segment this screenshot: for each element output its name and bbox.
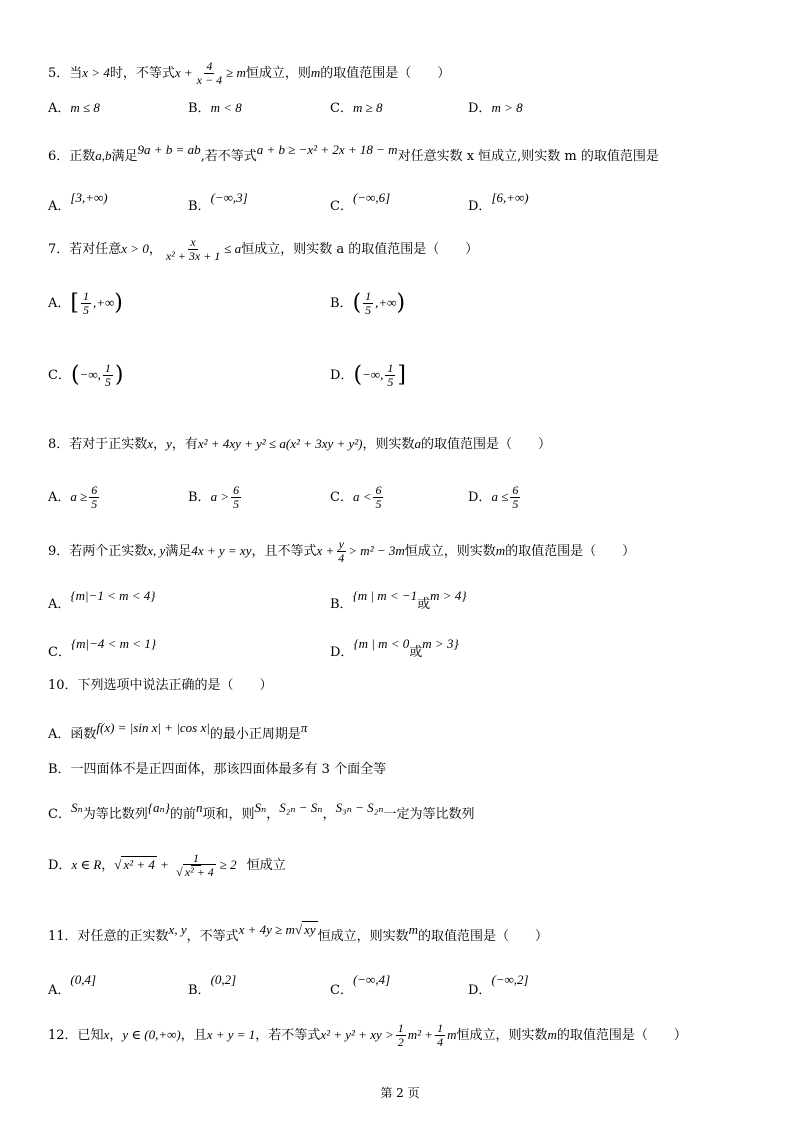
option-label: B． [330,597,353,612]
option-expr: m > 8 [491,100,523,115]
q12-m2: m² + [407,1027,434,1042]
option-label: A． [48,199,71,214]
option-pre: −∞, [79,367,101,382]
option-label: D． [330,645,354,660]
frac-den: 5 [387,375,394,389]
q11-tail2: 的取值范围是（ ） [418,929,549,944]
q9-option-c[interactable] [48,634,156,663]
q5-tail: 恒成立，则 [245,66,311,81]
option-expr: (0,4] [70,972,97,987]
q7-option-a[interactable] [48,290,123,317]
q5-fraction [195,60,224,87]
option-fraction [231,484,241,511]
q8-inequality: x² + 4xy + y² ≤ a(x² + 3xy + y²) [197,436,363,451]
frac-num: 6 [91,483,98,497]
q7-sep: ， [148,242,162,257]
q12-frac1 [396,1022,406,1049]
q8-number: 8．若对于正实数 [48,437,148,452]
q9-var: m [495,543,506,558]
q10-option-b[interactable]: B．一四面体不是正四面体，那该四面体最多有 3 个面全等 [48,762,387,777]
option-or: 或 [417,597,431,612]
q10-d-den-sqrt: x² + 4 [184,865,214,879]
frac-den: 5 [365,303,372,317]
option-fraction [373,484,383,511]
q10-c-text2: 的前 [169,807,196,822]
option-label: D． [468,101,492,116]
option-label: B． [188,101,211,116]
option-label: A． [48,597,71,612]
option-label: B． [330,296,353,311]
bracket-right: ) [114,362,124,388]
page-footer: 第 2 页 [380,1086,420,1100]
q8-sep: ， [153,437,167,452]
bracket-left: ( [70,362,80,388]
q8-text2: ，则实数 [362,437,415,452]
question-10-stem: 10．下列选项中说法正确的是（ ） [48,678,273,693]
option-label: C． [330,199,353,214]
frac-den: 5 [375,497,382,511]
option-label: B． [188,490,211,505]
q8-var-x: x [147,436,154,451]
option-fraction [89,484,99,511]
frac-den: 4 [437,1035,444,1049]
option-expr2: m > 3} [422,636,459,651]
option-label: D． [48,858,72,873]
question-9-stem [48,538,635,565]
q10-d-tail: 恒成立 [246,858,286,873]
q8-var-a: a [414,436,422,451]
frac-den: √ x² + 4 [176,865,214,879]
q5-option-b[interactable] [188,98,242,119]
q10-c-s3: S₃ₙ − S₂ₙ [335,800,384,815]
q12-var-x: x [103,1027,110,1042]
option-expr: m ≥ 8 [352,100,383,115]
q9-condition: 4x + y = xy [191,543,252,558]
option-expr: (0,2] [210,972,237,987]
q9-option-d[interactable] [330,634,459,663]
option-label: A． [48,296,71,311]
bracket-right: ) [396,290,406,316]
q9-ineq-left: x + [316,543,335,558]
option-label: A． [48,490,71,505]
q9-frac-den: 4 [338,551,345,565]
option-pre: a < [352,489,372,504]
q11-var: m [408,922,419,937]
q8-option-a[interactable] [48,484,101,511]
option-expr: (−∞,2] [491,972,529,987]
option-label: D． [468,199,492,214]
frac-den: 5 [91,497,98,511]
q11-text: ，不等式 [186,929,239,944]
q10-option-d[interactable]: D．x ∈ R，√ x² + 4 + $\frac{1}{\text{√ x² + 4}}$ ≥ 2 恒成立 [48,851,286,879]
q7-ineq-right: ≤ a [224,241,242,256]
option-pre: a ≥ [70,489,88,504]
q5-option-d[interactable] [468,98,523,119]
option-rest: ,+∞ [375,295,397,310]
q10-option-c[interactable] [48,798,474,825]
option-pre: a > [210,489,230,504]
q5-number: 5．当 [48,66,83,81]
q10-a-tail: 的最小正周期是 [209,727,301,742]
q8-option-b[interactable] [188,484,243,511]
option-expr: [6,+∞) [491,190,529,205]
q12-frac2 [435,1022,445,1049]
frac-num: 1 [397,1021,404,1035]
option-label: D． [468,983,492,998]
q11-option-d[interactable] [468,970,529,1001]
q7-option-b[interactable] [330,290,405,317]
q6-text: 满足 [111,149,138,164]
q12-condition2: x + y = 1 [206,1027,256,1042]
option-fraction [363,290,373,317]
frac-den: 5 [512,497,519,511]
q11-tail: 恒成立，则实数 [317,929,409,944]
option-expr: (−∞,6] [352,190,391,205]
q10-a-pi: π [300,720,308,735]
frac-num: 6 [233,483,240,497]
bracket-left: ( [353,362,363,388]
option-fraction [103,362,113,389]
q11-sqrt: xy [304,922,316,937]
option-label: B． [188,983,211,998]
q12-var: m [547,1027,557,1042]
bracket-right: ) [114,290,123,316]
option-label: C． [330,490,353,505]
q12-m3: m [447,1027,457,1042]
option-label: A．函数 [48,727,97,742]
option-label: C． [48,807,71,822]
q11-option-b[interactable] [188,970,236,1001]
frac-den: 5 [82,303,89,317]
q10-c-sn: Sₙ [70,800,83,815]
frac-num: 1 [82,289,89,303]
frac-den: 5 [104,375,111,389]
q6-text2: ,若不等式 [200,149,257,164]
q10-option-a[interactable] [48,718,307,745]
q9-tail: 恒成立，则实数 [404,544,496,559]
q5-ineq-left: x + [174,65,193,80]
option-label: C． [330,101,353,116]
q11-vars: x, y [168,922,187,937]
q10-c-n: n [195,800,203,815]
option-expr: {m|−4 < m < 1} [70,636,157,651]
option-or: 或 [409,645,423,660]
q5-ineq-right: ≥ m [226,65,246,80]
q9-vars: x, y [147,543,166,558]
q7-fraction [164,236,222,263]
q12-sep: ， [109,1028,123,1043]
q10-c-text3: 项和，则 [202,807,255,822]
frac-num: 6 [375,483,382,497]
option-expr: m < 8 [210,100,242,115]
q10-d-cond: x ∈ R [71,857,102,872]
q10-c-sep2: ， [322,807,336,822]
q12-condition: y ∈ (0,+∞) [122,1027,181,1042]
option-fraction [510,484,520,511]
question-11-stem [48,920,548,947]
q10-a-function: f(x) = |sin x| + |cos x| [96,720,210,735]
question-12-stem [48,1022,687,1049]
option-expr: {m | m < −1 [352,588,418,603]
q12-text2: ，若不等式 [255,1028,321,1043]
question-8-stem [48,434,551,455]
q9-text2: ，且不等式 [251,544,317,559]
q11-ineq-left: x + 4y ≥ m [238,922,295,937]
q10-c-tail: 一定为等比数列 [383,807,475,822]
q6-option-d[interactable] [468,188,529,217]
option-expr: (−∞,4] [352,972,391,987]
bracket-right: ] [397,362,406,388]
q10-c-s1: Sₙ [254,800,267,815]
option-fraction [81,290,91,317]
option-label: D． [468,490,492,505]
question-5-stem [48,60,450,87]
q9-frac-num: y [338,537,344,551]
frac-num: 6 [512,483,519,497]
q7-number: 7．若对任意 [48,242,122,257]
q11-option-c[interactable] [330,970,390,1001]
option-pre: a ≤ [491,489,509,504]
q5-condition: x > 4 [82,65,110,80]
q7-frac-den: x² + 3x + 1 [165,249,221,263]
q8-text: ，有 [171,437,198,452]
q5-option-a[interactable] [48,98,100,119]
option-rest: ,+∞ [92,295,115,310]
frac-num: 1 [104,361,111,375]
q10-c-text: 为等比数列 [82,807,148,822]
q9-option-b[interactable] [330,586,467,615]
option-expr: (−∞,3] [210,190,248,205]
bracket-left: [ [70,290,79,316]
q7-condition: x > 0 [121,241,149,256]
option-expr: [3,+∞) [70,190,108,205]
q7-option-c[interactable] [48,362,123,389]
frac-den: 5 [233,497,240,511]
q7-option-d[interactable] [330,362,406,389]
q8-option-d[interactable] [468,484,522,511]
q11-sqrt-sign: √ [294,922,303,937]
option-label: B． [188,199,211,214]
q5-option-c[interactable] [330,98,382,119]
option-label: A． [48,983,71,998]
q5-text: 时，不等式 [109,66,175,81]
frac-num: 1 [192,851,199,865]
q10-d-fraction [174,852,218,879]
frac-num: 1 [387,361,394,375]
q8-var-y: y [166,436,172,451]
option-fraction [385,362,395,389]
q6-number: 6．正数 [48,149,96,164]
option-label: C． [48,368,71,383]
q6-tail: 对任意实数 x 恒成立,则实数 m 的取值范围是 [397,149,659,164]
q7-tail: 恒成立，则实数 a 的取值范围是（ ） [241,242,479,257]
q12-text: ，且 [180,1028,207,1043]
option-pre: −∞, [362,367,384,382]
q9-fraction [336,538,346,565]
q8-option-c[interactable] [330,484,385,511]
q9-tail2: 的取值范围是（ ） [505,544,636,559]
question-6-stem [48,140,659,167]
q11-option-a[interactable] [48,970,96,1001]
q6-inequality: a + b ≥ −x² + 2x + 18 − m [256,142,398,157]
option-label: A． [48,101,71,116]
option-expr: m ≤ 8 [70,100,100,115]
q8-tail: 的取值范围是（ ） [421,437,552,452]
q9-option-a[interactable] [48,586,155,615]
q10-d-ge: ≥ 2 [219,857,237,872]
option-label: C． [48,645,71,660]
q9-text: 满足 [165,544,192,559]
q10-d-sep: ， [101,858,115,873]
option-expr2: m > 4} [430,588,467,603]
q9-number: 9．若两个正实数 [48,544,148,559]
q5-frac-num: 4 [206,59,213,73]
q5-var: m [310,65,321,80]
option-expr: {m|−1 < m < 4} [70,588,156,603]
q12-number: 12．已知 [48,1028,104,1043]
frac-den: 2 [397,1035,404,1049]
q5-frac-den: x − 4 [196,73,223,87]
q6-condition: 9a + b = ab [137,142,201,157]
q9-ineq-right: > m² − 3m [348,543,405,558]
bracket-left: ( [352,290,362,316]
q10-c-seq: {aₙ} [147,800,170,815]
q7-frac-num: x [190,235,196,249]
q5-tail2: 的取值范围是（ ） [320,66,451,81]
option-expr: {m | m < 0 [353,636,410,651]
q12-ineq-left: x² + y² + xy > [320,1027,394,1042]
q10-d-sqrt-sign: √ [114,857,122,872]
frac-num: 1 [365,289,372,303]
q6-option-c[interactable] [330,188,390,217]
frac-num: 1 [437,1021,444,1035]
q6-vars: a,b [95,148,112,163]
q12-tail2: 的取值范围是（ ） [556,1028,687,1043]
q10-c-s2: S₂ₙ − Sₙ [279,800,323,815]
option-label: C． [330,983,353,998]
q10-c-sep1: ， [266,807,280,822]
question-7-stem [48,236,478,263]
option-label: D． [330,368,354,383]
q6-option-b[interactable] [188,188,248,217]
q12-tail: 恒成立，则实数 [456,1028,548,1043]
q11-number: 11．对任意的正实数 [48,929,169,944]
q10-d-sqrt: x² + 4 [123,857,155,872]
q6-option-a[interactable] [48,188,108,217]
